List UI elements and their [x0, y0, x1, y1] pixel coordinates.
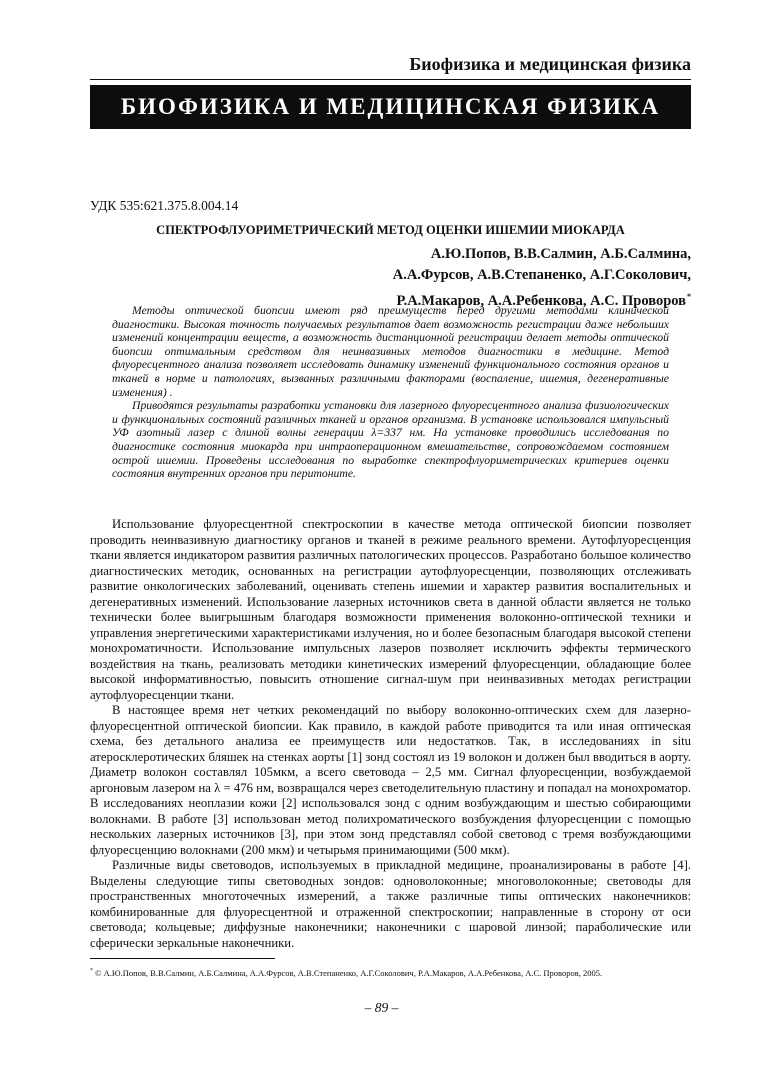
body-paragraph: Использование флуоресцентной спектроскопии в качестве метода оптической биопсии позволяет проводить неинвазивную диагностику органов и тканей в режиме реального времени. Аутофлуоресценция ткани является индикатором развития различных патологических процессов. Разработано большое количество диагностических методик, основанных на регистрации аутофлуоресценции, позволяющих отслеживать развитие онкологических заболеваний, оценивать степень ишемии и характер развития воспалительных и дегенеративных изменений. Использование лазерных источников света в данной области является не только технически более выигрышным благодаря возможности применения волоконно-оптической техники и управления энергетическими характеристиками излучения, но и более безопасным благодаря высокой степени монохроматичности. Использование импульсных лазеров позволяет исключить эффекты термического воздействия на ткань, реализовать методики кинетических измерений флуоресценции, обладающие более высокой информативностью, повысить отношение сигнал-шум при неинвазивных методах регистрации аутофлуоресценции ткани. — [90, 517, 691, 702]
body-text — [90, 517, 691, 951]
header-rule — [90, 79, 691, 80]
authors-line-text: Р.А.Макаров, А.А.Ребенкова, А.С. Проворов — [396, 292, 686, 309]
body-paragraph: Различные виды световодов, используемых в прикладной медицине, проанализированы в работе [4]. Выделены следующие типы световодных зондов: одноволоконные; многоволоконные; световоды для пространственных многоточечных измерений, а также различные типы оптических наконечников: комбинированные для флуоресцентной и отраженной спектроскопии; направленные в сторону от оси световода; кольцевые; диффузные наконечники; наконечники с шаровой линзой; параболические или сферически зеркальные наконечники. — [90, 858, 691, 950]
authors-line: А.Ю.Попов, В.В.Салмин, А.Б.Салмина, — [430, 246, 691, 262]
abstract-paragraph: Методы оптической биопсии имеют ряд преимуществ перед другими методами клинической диагностики. Высокая точность получаемых результатов дает возможность регистрации даже небольших изменений концентрации веществ, а возможность дистанционной регистрации делает методы оптической биопсии оптимальным средством для неинвазивных методов диагностики в медицине. Метод флуоресцентного анализа позволяет исследовать динамику изменений функционального состояния органов и тканей в норме и патологиях, вызванных различными факторами (воспаление, ишемия, дегенеративные изменения) . — [112, 304, 669, 399]
udc-code: УДК 535:621.375.8.004.14 — [90, 198, 239, 213]
page-number: – 89 – — [364, 1000, 399, 1015]
footnote-marker: * — [687, 292, 691, 301]
abstract — [112, 304, 669, 481]
footnote-text: © А.Ю.Попов, В.В.Салмин, А.Б.Салмина, А.А.Фурсов, А.В.Степаненко, А.Г.Соколович, Р.А.Макаров, А.А.Ребенкова, А.С. Проворов, 2005. — [95, 967, 603, 978]
authors-line: А.А.Фурсов, А.В.Степаненко, А.Г.Соколович, — [392, 267, 691, 283]
abstract-paragraph: Приводятся результаты разработки установки для лазерного флуоресцентного анализа физиологических и функциональных состояний различных тканей и органов организма. В установке использовался импульсный УФ азотный лазер с длиной волны генерации λ=337 нм. На установке проводились исследования по диагностике состояния миокарда при интраоперационном вмешательстве, сопровождаемом состоянием острой ишемии. Проведены исследования по выработке спектрофлуориметрических критериев оценки состояния внутренних органов при перитоните. — [112, 399, 669, 481]
footnote — [90, 965, 691, 979]
section-banner — [90, 85, 691, 129]
article-title: СПЕКТРОФЛУОРИМЕТРИЧЕСКИЙ МЕТОД ОЦЕНКИ ИШЕМИИ МИОКАРДА — [156, 223, 625, 237]
body-paragraph: В настоящее время нет четких рекомендаций по выбору волоконно-оптических схем для лазерно-флуоресцентной оптической биопсии. Как правило, в каждой работе приводится та или иная оптическая схема, без детального анализа ее преимуществ или недостатков. Так, в исследованиях in situ атеросклеротических бляшек на стенках аорты [1] зонд состоял из 19 волокон и должен был вводиться в аорту. Диаметр волокон составлял 105мкм, а всего световода – 2,5 мм. Сигнал флуоресценции, возбуждаемой аргоновым лазером на λ = 476 нм, возвращался через светоделительную пластину и попадал на монохроматор. В исследованиях неоплазии кожи [2] использовался зонд с одним возбуждающим и шестью собирающими волокнами. В работе [3] использован метод полихроматического возбуждения флуоресценции с помощью нескольких лазерных источников [3], при этом зонд представлял собой световод с тремя возбуждающими флуоресценцию волокнами (200 мкм) и четырьмя принимающими (500 мкм). — [90, 703, 691, 857]
footnote-rule — [90, 958, 275, 959]
running-head: Биофизика и медицинская физика — [409, 54, 691, 74]
footnote-symbol: * — [90, 968, 93, 974]
authors-block — [393, 244, 691, 312]
section-banner-text: БИОФИЗИКА И МЕДИЦИНСКАЯ ФИЗИКА — [120, 94, 661, 119]
